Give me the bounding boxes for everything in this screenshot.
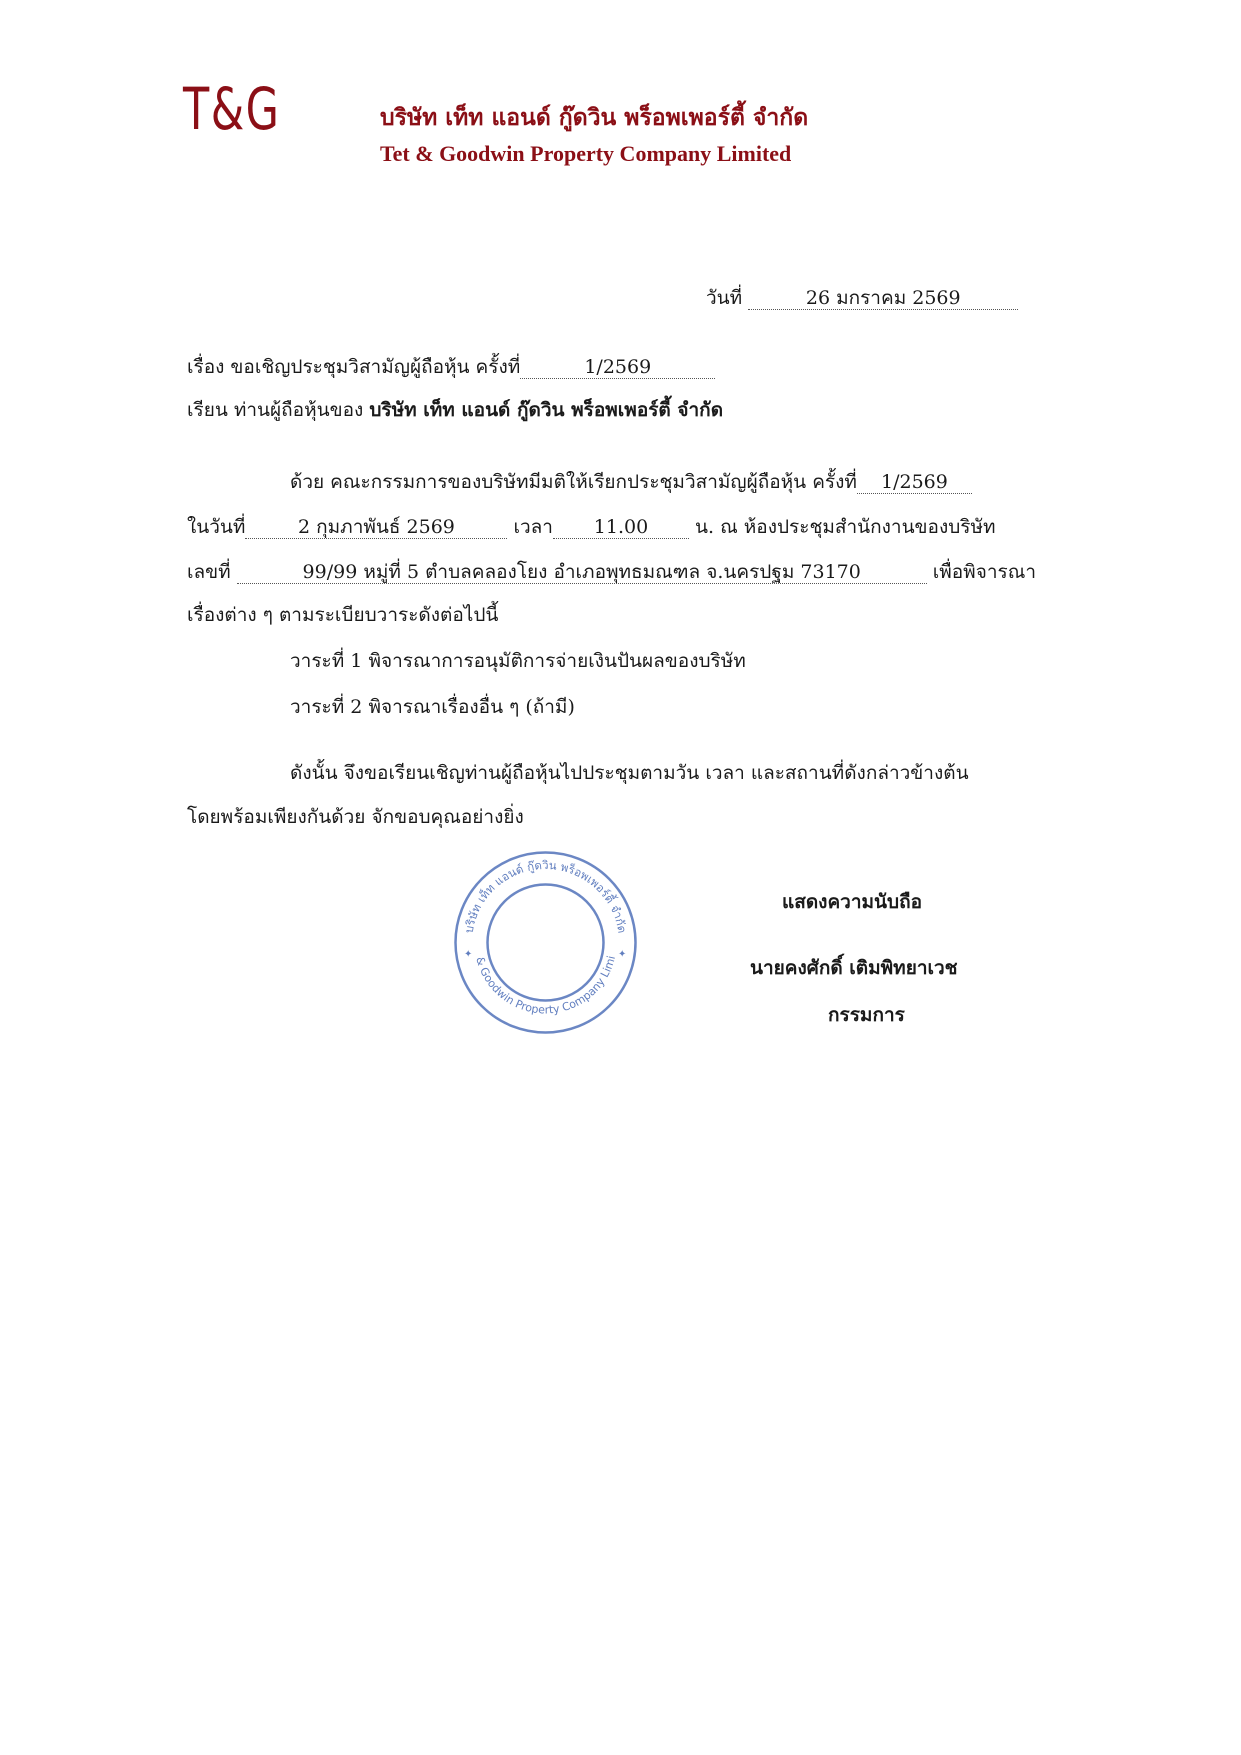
agenda-item-1: วาระที่ 1 พิจารณาการอนุมัติการจ่ายเงินปันผลของบริษัท	[290, 650, 746, 672]
stamp-text-thai: บริษัท เท็ท แอนด์ กู๊ดวิน พร็อพเพอร์ตี้ จำกัด	[461, 858, 630, 935]
meeting-number: 1/2569	[857, 472, 972, 494]
on-date-label: ในวันที่	[187, 516, 246, 538]
subject-label: เรื่อง ขอเชิญประชุมวิสามัญผู้ถือหุ้น ครั้งที่	[187, 356, 521, 378]
date-label: วันที่	[706, 287, 743, 309]
company-logo: T&G	[183, 75, 281, 143]
signatory-position: กรรมการ	[828, 1004, 905, 1026]
closing-line-2: โดยพร้อมเพียงกันด้วย จักขอบคุณอย่างยิ่ง	[187, 806, 524, 828]
company-name-english: Tet & Goodwin Property Company Limited	[380, 141, 792, 166]
svg-text:✦: ✦	[618, 949, 627, 960]
time-label: เวลา	[513, 516, 553, 538]
meeting-date: 2 กุมภาพันธ์ 2569	[245, 517, 507, 539]
agenda-item-2: วาระที่ 2 พิจารณาเรื่องอื่น ๆ (ถ้ามี)	[290, 696, 575, 718]
closing-line-1: ดังนั้น จึงขอเรียนเชิญท่านผู้ถือหุ้นไปประชุมตามวัน เวลา และสถานที่ดังกล่าวข้างต้น	[290, 762, 969, 784]
meeting-address: 99/99 หมู่ที่ 5 ตำบลคลองโยง อำเภอพุทธมณฑล จ.นครปฐม 73170	[237, 562, 927, 584]
body-line-1	[290, 467, 972, 497]
body-line-3	[187, 557, 1036, 587]
to-line	[187, 395, 723, 425]
company-name-thai: บริษัท เท็ท แอนด์ กู๊ดวิน พร็อพเพอร์ตี้ จำกัด	[380, 104, 809, 131]
date-line	[706, 283, 1018, 313]
svg-text:บริษัท เท็ท แอนด์ กู๊ดวิน พร็อ	[462, 858, 630, 934]
body-intro: ด้วย คณะกรรมการของบริษัทมีมติให้เรียกประชุมวิสามัญผู้ถือหุ้น ครั้งที่	[290, 471, 857, 493]
to-company: บริษัท เท็ท แอนด์ กู๊ดวิน พร็อพเพอร์ตี้ จำกัด	[369, 399, 724, 421]
subject-line	[187, 352, 715, 382]
body-line-2	[187, 512, 996, 542]
to-label: เรียน ท่านผู้ถือหุ้นของ	[187, 399, 364, 421]
consider-text: เพื่อพิจารณา	[932, 561, 1037, 583]
address-label: เลขที่	[187, 561, 231, 583]
meeting-place: น. ณ ห้องประชุมสำนักงานของบริษัท	[695, 516, 996, 538]
meeting-time: 11.00	[553, 517, 689, 539]
company-seal-stamp	[448, 845, 643, 1040]
signatory-name: นายคงศักดิ์ เติมพิทยาเวช	[750, 957, 958, 979]
subject-value: 1/2569	[520, 357, 715, 379]
svg-text:✦: ✦	[464, 949, 473, 960]
stamp-text-english: & Goodwin Property Company Limi	[473, 954, 618, 1017]
agenda-intro: เรื่องต่าง ๆ ตามระเบียบวาระดังต่อไปนี้	[187, 604, 499, 626]
date-value: 26 มกราคม 2569	[748, 288, 1018, 310]
signature-regards: แสดงความนับถือ	[782, 891, 922, 913]
